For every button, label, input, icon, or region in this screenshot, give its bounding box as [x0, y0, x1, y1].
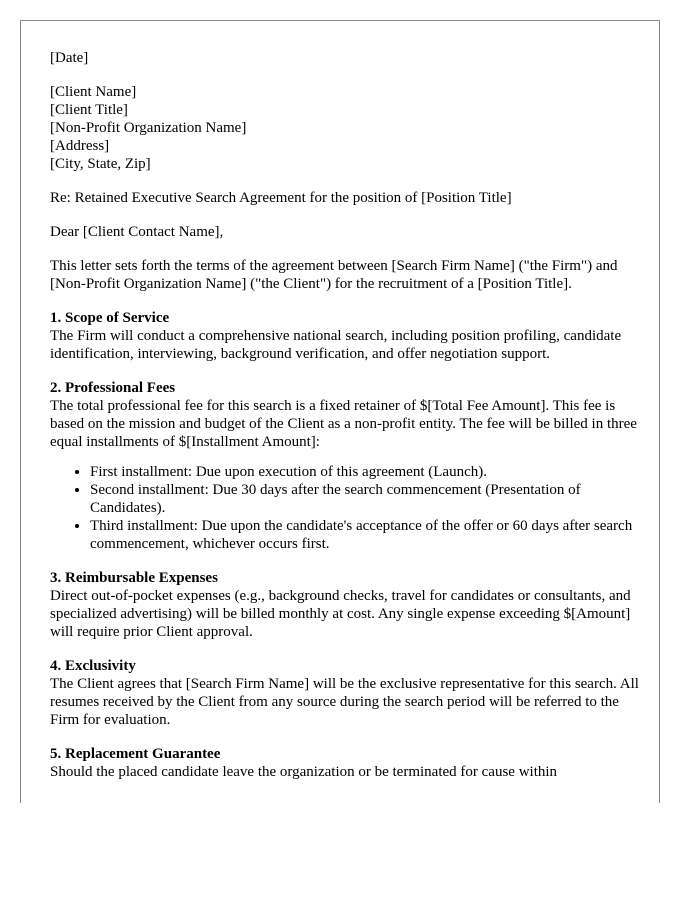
intro-paragraph: This letter sets forth the terms of the agreement between [Search Firm Name] ("the Firm") and [Non-Profit Organization Name] ("the Client") for the recruitment of a [Position Title].: [50, 258, 618, 292]
salutation: Dear [Client Contact Name],: [50, 224, 224, 240]
address-line-street: [Address]: [50, 138, 110, 154]
list-item: • Third installment: Due upon the candidate's acceptance of the offer or 60 days after search commencement, whichever occurs first.: [90, 517, 640, 553]
list-item: • First installment: Due upon execution of this agreement (Launch).: [90, 463, 640, 481]
letter-page: [20, 20, 660, 803]
address-line-city-state-zip: [City, State, Zip]: [50, 156, 151, 172]
section-heading: 4. Exclusivity: [50, 658, 136, 674]
letter-body: [50, 49, 640, 797]
recipient-address: [50, 83, 640, 173]
address-line-client-name: [Client Name]: [50, 84, 137, 100]
installment-list: [50, 463, 640, 553]
section-reimbursable-expenses: [50, 569, 640, 641]
section-professional-fees: [50, 379, 640, 553]
section-replacement-guarantee: [50, 745, 640, 781]
subject-line: Re: Retained Executive Search Agreement for the position of [Position Title]: [50, 190, 512, 206]
section-body: Direct out-of-pocket expenses (e.g., background checks, travel for candidates or consultants, and specialized advertising) will be billed monthly at cost. Any single expense exceeding $[Amount] will require prior Client approval.: [50, 588, 631, 640]
section-body: The Firm will conduct a comprehensive national search, including position profiling, candidate identification, interviewing, background verification, and offer negotiation support.: [50, 328, 622, 362]
section-body: The total professional fee for this search is a fixed retainer of $[Total Fee Amount]. This fee is based on the mission and budget of the Client as a non-profit entity. The fee will be billed in three equal installments of $[Installment Amount]:: [50, 398, 637, 450]
list-item: • Second installment: Due 30 days after the search commencement (Presentation of Candidates).: [90, 481, 640, 517]
section-heading: 3. Reimbursable Expenses: [50, 570, 218, 586]
section-exclusivity: [50, 657, 640, 729]
section-heading: 5. Replacement Guarantee: [50, 746, 221, 762]
address-line-client-title: [Client Title]: [50, 102, 128, 118]
letter-date: [Date]: [50, 50, 89, 66]
section-scope-of-service: [50, 309, 640, 363]
address-line-organization: [Non-Profit Organization Name]: [50, 120, 247, 136]
section-body: The Client agrees that [Search Firm Name] will be the exclusive representative for this search. All resumes received by the Client from any source during the search period will be referred to the Firm for evaluation.: [50, 676, 639, 728]
section-heading: 2. Professional Fees: [50, 380, 176, 396]
section-body: Should the placed candidate leave the organization or be terminated for cause within: [50, 764, 558, 780]
section-heading: 1. Scope of Service: [50, 310, 170, 326]
